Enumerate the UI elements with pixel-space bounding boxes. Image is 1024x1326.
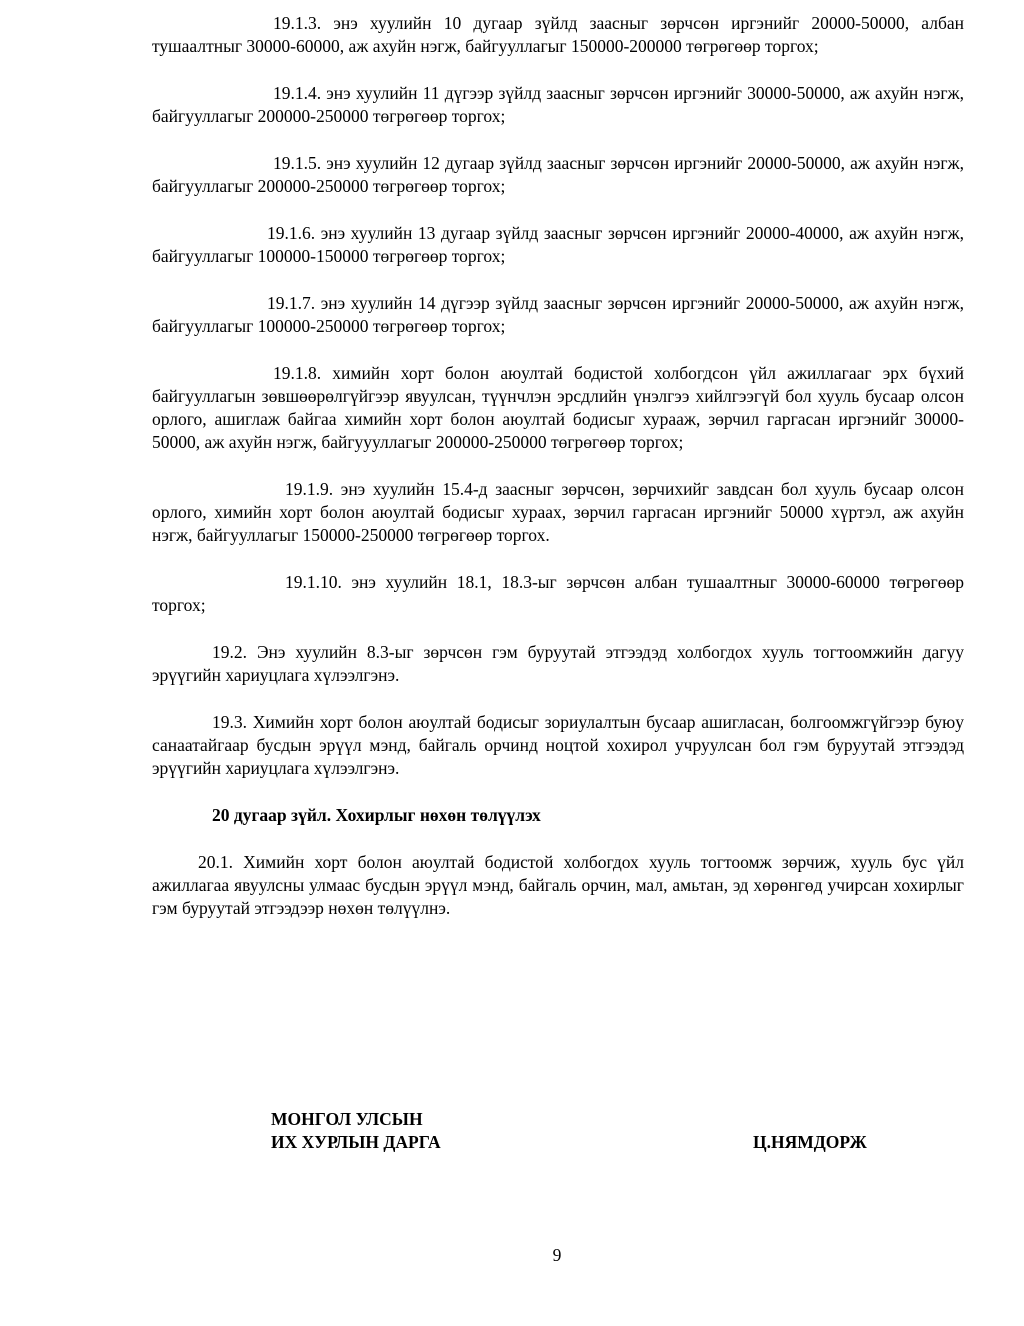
paragraph-19-1-8: 19.1.8. химийн хорт болон аюултай бодистой холбогдсон үйл ажиллагааг эрх бүхий байгууллагын зөвшөөрөлгүйгээр явуулсан, түүнчлэн эрсдлийн үнэлгээ хийлгээгүй бол хууль бусаар олсон орлого, ашиглаж байгаа химийн хорт болон аюултай бодисыг хурааж, зөрчил гаргасан иргэнийг 30000-50000, аж ахуйн нэгж, байгуууллагыг 200000-250000 төгрөгөөр торгох; <box>152 363 964 452</box>
article-20-heading: 20 дугаар зүйл. Хохирлыг нөхөн төлүүлэх <box>212 805 541 825</box>
signature-title-line-2: ИХ ХУРЛЫН ДАРГА <box>271 1132 441 1152</box>
paragraph-19-3: 19.3. Химийн хорт болон аюултай бодисыг зориулалтын бусаар ашигласан, болгоомжгүйгээр буюу санаатайгаар бусдын эрүүл мэнд, байгаль орчинд ноцтой хохирол учруулсан бол гэм буруутай этгээдэд эрүүгийн хариуцлага хүлээлгэнэ. <box>152 712 964 778</box>
paragraph-19-1-5: 19.1.5. энэ хуулийн 12 дугаар зүйлд заасныг зөрчсөн иргэнийг 20000-50000, аж ахуйн нэгж, байгууллагыг 200000-250000 төгрөгөөр торгох; <box>152 153 964 196</box>
paragraph-19-1-4: 19.1.4. энэ хуулийн 11 дүгээр зүйлд заасныг зөрчсөн иргэнийг 30000-50000, аж ахуйн нэгж, байгууллагыг 200000-250000 төгрөгөөр торгох; <box>152 83 964 126</box>
paragraph-19-1-6: 19.1.6. энэ хуулийн 13 дугаар зүйлд заасныг зөрчсөн иргэнийг 20000-40000, аж ахуйн нэгж, байгууллагыг 100000-150000 төгрөгөөр торгох; <box>152 223 964 266</box>
signatory-name: Ц.НЯМДОРЖ <box>753 1132 867 1152</box>
paragraph-19-1-7: 19.1.7. энэ хуулийн 14 дүгээр зүйлд заасныг зөрчсөн иргэнийг 20000-50000, аж ахуйн нэгж, байгууллагыг 100000-250000 төгрөгөөр торгох; <box>152 293 964 336</box>
paragraph-19-2: 19.2. Энэ хуулийн 8.3-ыг зөрчсөн гэм буруутай этгээдэд холбогдох хууль тогтоомжийн дагуу эрүүгийн хариуцлага хүлээлгэнэ. <box>152 642 964 685</box>
paragraph-19-1-10: 19.1.10. энэ хуулийн 18.1, 18.3-ыг зөрчсөн албан тушаалтныг 30000-60000 төгрөгөөр торгох; <box>152 572 964 615</box>
paragraph-19-1-3: 19.1.3. энэ хуулийн 10 дугаар зүйлд заасныг зөрчсөн иргэнийг 20000-50000, албан тушаалтныг 30000-60000, аж ахуйн нэгж, байгууллагыг 150000-200000 төгрөгөөр торгох; <box>152 13 964 56</box>
paragraph-19-1-9: 19.1.9. энэ хуулийн 15.4-д заасныг зөрчсөн, зөрчихийг завдсан бол хууль бусаар олсон орлого, химийн хорт болон аюултай бодисыг хураах, зөрчил гаргасан иргэнийг 50000 хүртэл, аж ахуйн нэгж, байгууллагыг 150000-250000 төгрөгөөр торгох. <box>152 479 964 545</box>
paragraph-20-1: 20.1. Химийн хорт болон аюултай бодистой холбогдох хууль тогтоомж зөрчиж, хууль бус үйл ажиллагаа явуулсны улмаас бусдын эрүүл мэнд, байгаль орчин, мал, амьтан, эд хөрөнгөд учирсан хохирлыг гэм буруутай этгээдээр нөхөн төлүүлнэ. <box>152 852 964 918</box>
signature-title-line-1: МОНГОЛ УЛСЫН <box>271 1109 423 1129</box>
signature-block <box>271 1108 891 1154</box>
document-body <box>152 12 964 944</box>
page-number: 9 <box>552 1245 562 1265</box>
